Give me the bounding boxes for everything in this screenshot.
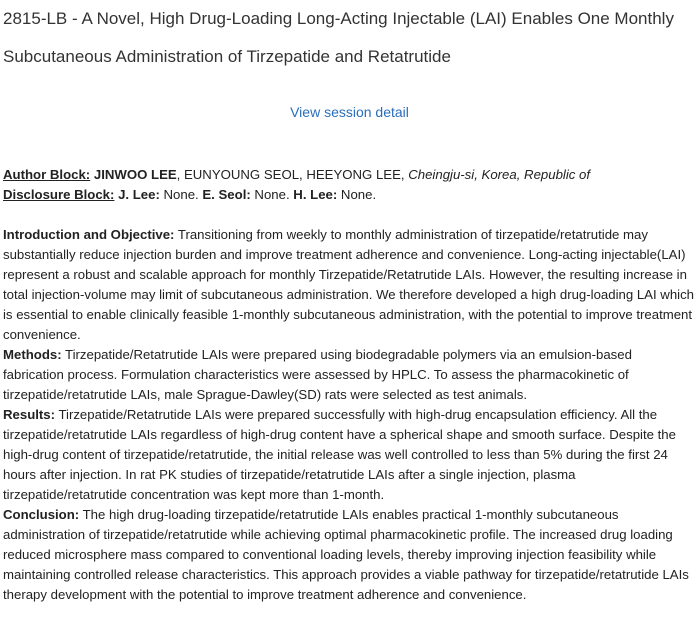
author-block-label: Author Block: bbox=[3, 167, 91, 182]
abstract-title: 2815-LB - A Novel, High Drug-Loading Long-Acting Injectable (LAI) Enables One Monthly Subcutaneous Administration of Tirzepatide and Retatrutide bbox=[3, 9, 674, 66]
coauthors: , EUNYOUNG SEOL, HEEYONG LEE, bbox=[176, 167, 409, 182]
section-methods bbox=[3, 345, 695, 405]
section-label: Conclusion: bbox=[3, 507, 80, 522]
section-text: Tirzepatide/Retatrutide LAIs were prepared using biodegradable polymers via an emulsion-based fabrication process. Formulation characteristics were assessed by HPLC. To assess the pharmacokinetic of tirzepatide/retatrutide LAIs, male Sprague-Dawley(SD) rats were selected as test animals. bbox=[3, 347, 632, 402]
disclosure-value: None. bbox=[337, 187, 377, 202]
abstract-body bbox=[3, 165, 695, 605]
disclosure-value: None. bbox=[250, 187, 294, 202]
section-results bbox=[3, 405, 695, 505]
section-text: Transitioning from weekly to monthly administration of tirzepatide/retatrutide may substantially reduce injection burden and improve treatment adherence and convenience. Long-acting injectable(LAI) represent a robust and scalable approach for monthly Tirzepatide/Retatrutide LAIs. However, the resulting increase in total injection-volume may limit of subcutaneous administration. We therefore developed a high drug-loading LAI which is essential to enable clinically feasible 1-monthly subcutaneous administration, with the potential to improve treatment convenience. bbox=[3, 227, 695, 342]
lead-author: JINWOO LEE bbox=[93, 167, 177, 182]
section-introduction bbox=[3, 225, 695, 345]
author-block bbox=[3, 165, 695, 185]
section-label: Methods: bbox=[3, 347, 62, 362]
section-label: Introduction and Objective: bbox=[3, 227, 175, 242]
author-location: Cheingju-si, Korea, Republic of bbox=[408, 167, 591, 182]
disclosure-value: None. bbox=[159, 187, 203, 202]
disclosure-name: E. Seol: bbox=[202, 187, 251, 202]
view-session-detail-link[interactable]: View session detail bbox=[290, 104, 409, 120]
disclosure-name: H. Lee: bbox=[293, 187, 338, 202]
section-text: Tirzepatide/Retatrutide LAIs were prepared successfully with high-drug encapsulation efficiency. All the tirzepatide/retatrutide LAIs regardless of high-drug content have a spherical shape and smooth surface. Despite the high-drug content of tirzepatide/retatrutide, the initial release was well controlled to less than 5% during the first 24 hours after injection. In rat PK studies of tirzepatide/retatrutide LAIs after a single injection, plasma tirzepatide/retatrutide concentration was kept more than 1-month. bbox=[3, 407, 676, 502]
disclosure-name: J. Lee: bbox=[118, 187, 160, 202]
section-conclusion bbox=[3, 505, 695, 605]
section-text: The high drug-loading tirzepatide/retatrutide LAIs enables practical 1-monthly subcutaneous administration of tirzepatide/retatrutide while achieving optimal pharmacokinetic profile. The increased drug loading reduced microsphere mass compared to conventional loading levels, thereby improving injection feasibility while maintaining controlled release characteristics. This approach provides a viable pathway for tirzepatide/retatrutide LAIs therapy development with the potential to improve treatment adherence and convenience. bbox=[3, 507, 689, 602]
spacer bbox=[3, 205, 695, 225]
section-label: Results: bbox=[3, 407, 56, 422]
disclosure-block-label: Disclosure Block: bbox=[3, 187, 115, 202]
disclosure-block bbox=[3, 185, 695, 205]
